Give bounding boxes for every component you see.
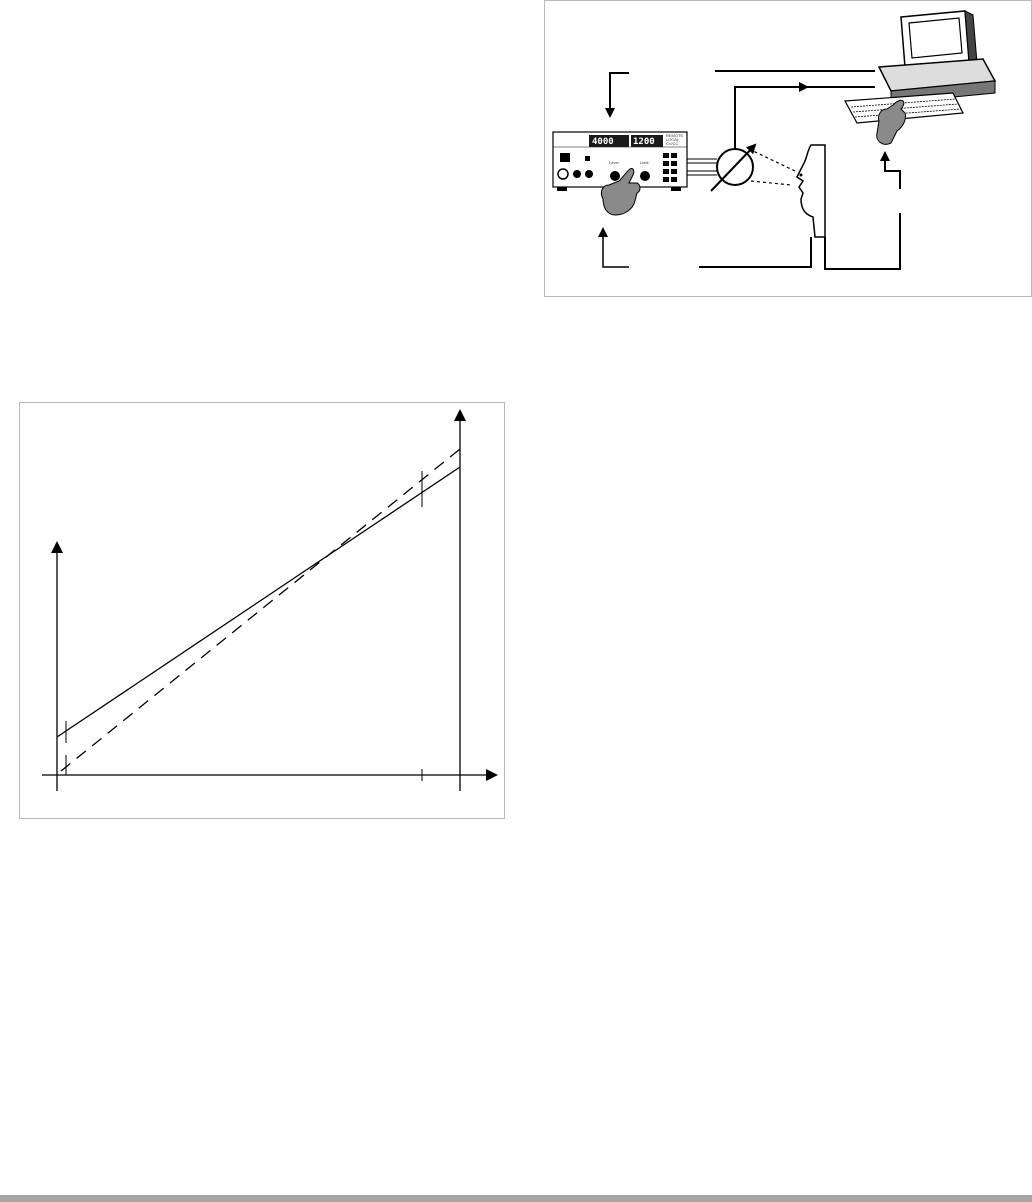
operator-head-icon [797,145,825,237]
linearity-graph-figure [19,402,505,819]
current-display-text: 1200 [633,137,655,147]
limit-knob-icon [640,171,650,181]
terminal-neg-icon [573,170,581,178]
calibration-diagram [545,1,1032,298]
output-terminal-icon [558,169,568,179]
linearity-graph [20,403,506,820]
indicator-local: LOCAL [666,137,680,142]
mode-switch-icon [585,156,590,161]
power-switch-icon [560,153,570,162]
operator-feedback-line [699,213,900,269]
instrument-cables [687,159,717,175]
indicator-remote: REMOTE [666,133,684,138]
terminal-pos-icon [585,170,593,178]
ideal-characteristic-line [61,449,460,771]
level-knob-label: Level [609,160,619,165]
input-arrow [885,153,900,189]
actual-characteristic-line [57,467,460,737]
limit-knob-label: Limit [640,160,649,165]
indicator-cvcc: CV/CC [666,141,679,146]
voltage-display-text: 4000 [592,137,614,147]
footer-rule [0,1195,1032,1202]
measuring-meter-icon [711,145,795,191]
calibration-setup-figure [544,0,1032,297]
setpoint-arrow [610,73,629,116]
computer-terminal-icon [845,11,995,123]
level-knob-icon [610,171,620,181]
adjust-arrow [603,229,629,267]
